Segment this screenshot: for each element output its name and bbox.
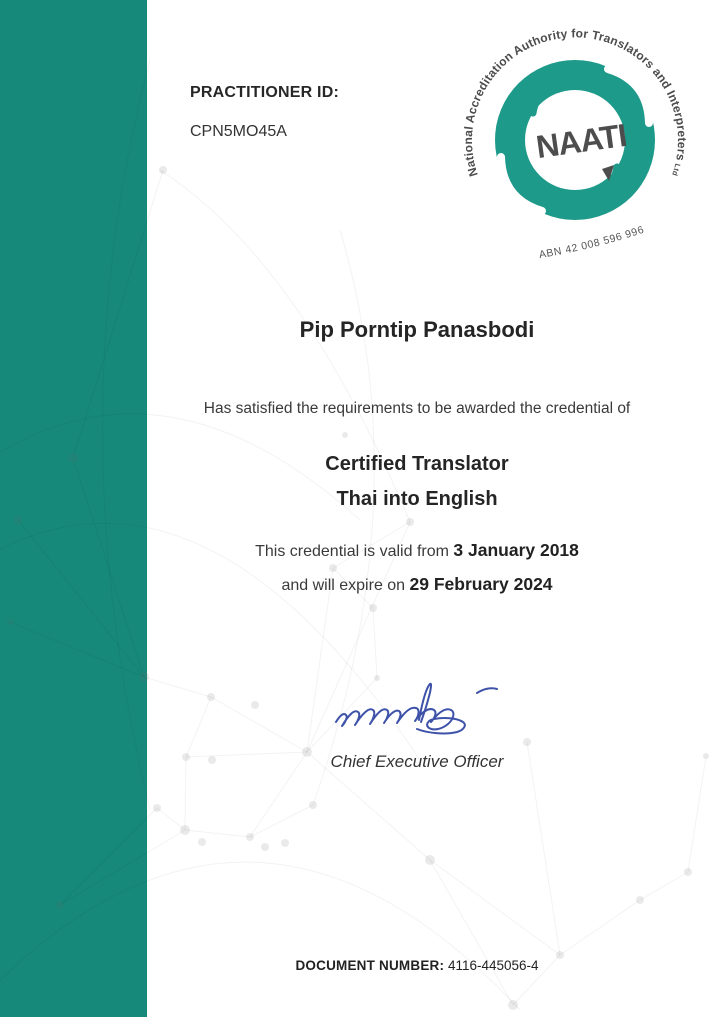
practitioner-id-value: CPN5MO45A (190, 123, 287, 140)
naati-acronym: NAATI (533, 116, 629, 166)
expiry-date: 29 February 2024 (409, 574, 553, 594)
valid-from-date: 3 January 2018 (453, 540, 579, 560)
credential-language-direction: Thai into English (336, 488, 498, 510)
ceo-signature-icon (331, 676, 503, 740)
valid-from-line (110, 540, 724, 561)
practitioner-id-label: PRACTITIONER ID: (190, 84, 339, 101)
credential-title: Certified Translator (325, 453, 509, 475)
signature-block (110, 676, 724, 740)
certificate-body (110, 0, 724, 1024)
logo-arc-title-suffix: Ltd (670, 162, 683, 178)
valid-from-prefix: This credential is valid from (255, 543, 454, 560)
expiry-prefix: and will expire on (281, 577, 410, 594)
logo-arc-title-text: National Accreditation Authority for Translators and Interpreters (460, 26, 690, 179)
expiry-line (110, 574, 724, 595)
award-statement: Has satisfied the requirements to be awarded the credential of (203, 400, 631, 417)
document-number-value: 4116-445056-4 (447, 958, 539, 973)
signatory-title: Chief Executive Officer (330, 752, 504, 771)
document-number-label: DOCUMENT NUMBER: (295, 958, 445, 973)
document-number-line (110, 958, 724, 973)
recipient-name: Pip Porntip Panasbodi (299, 317, 535, 342)
logo-abn: ABN 42 008 596 996 (538, 223, 646, 262)
